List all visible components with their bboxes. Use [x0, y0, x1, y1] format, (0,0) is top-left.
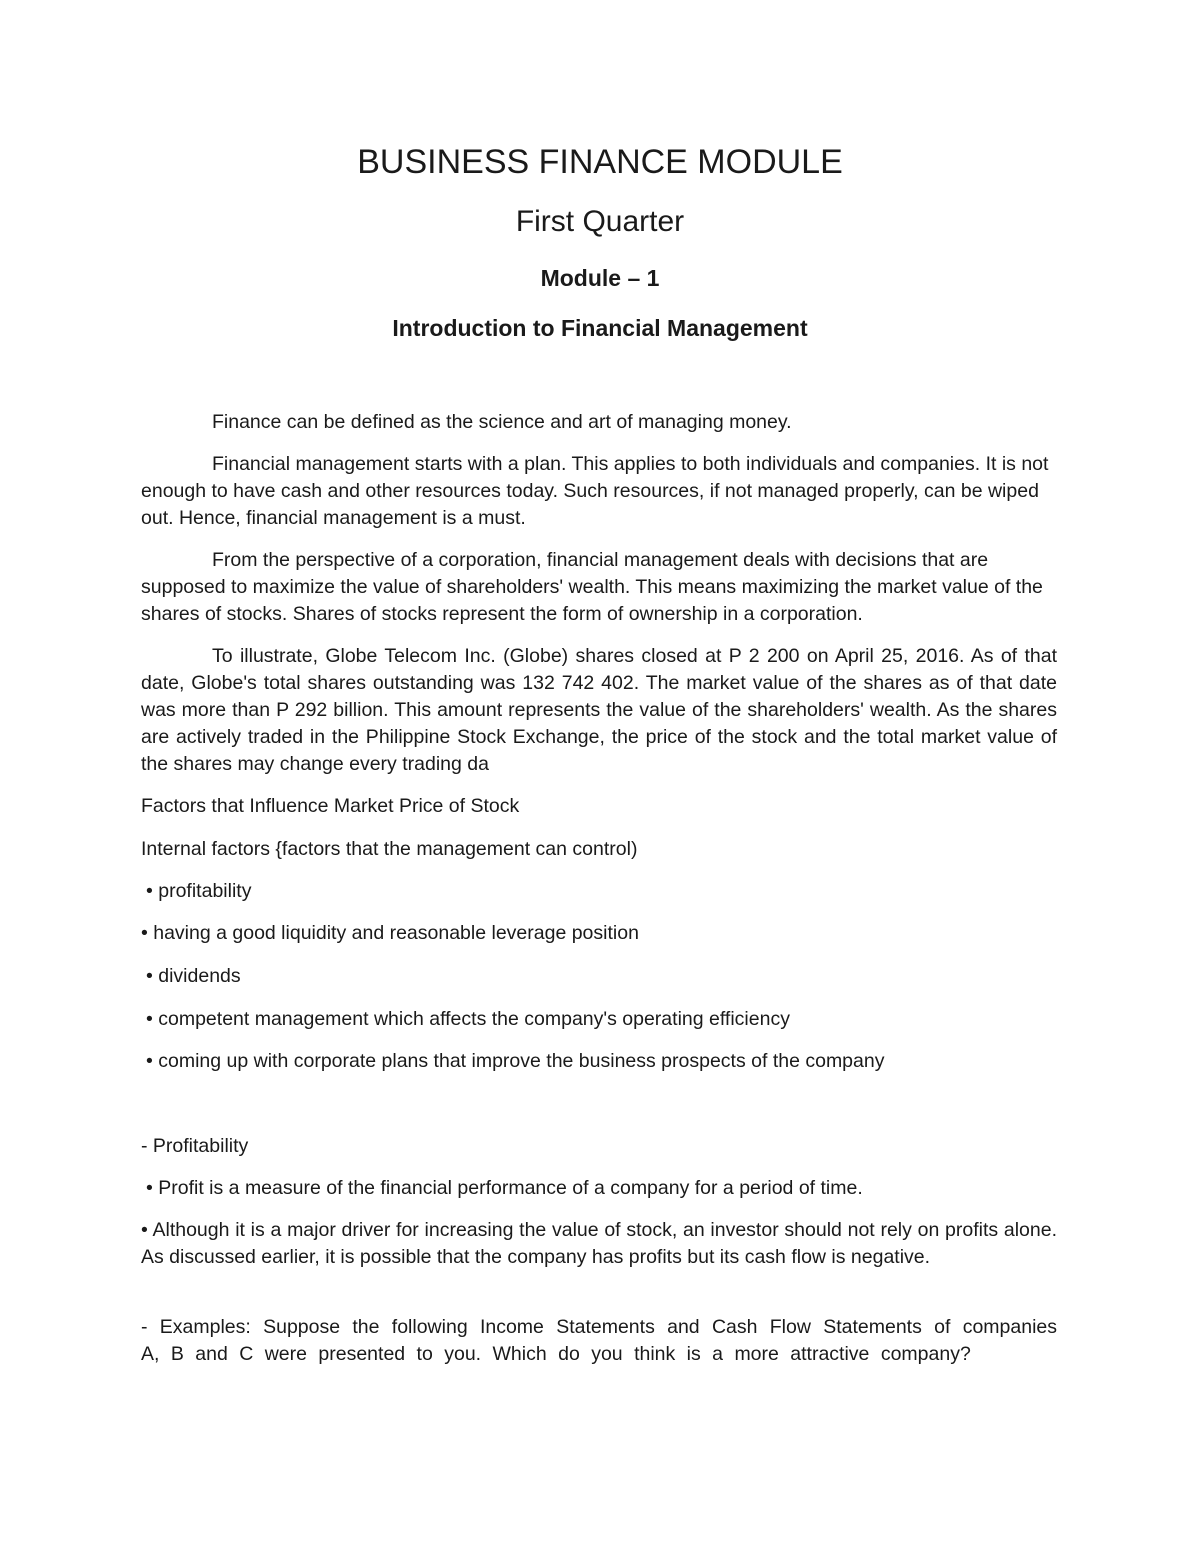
list-item: • dividends	[146, 965, 241, 987]
examples-paragraph: - Examples: Suppose the following Income Statements and Cash Flow Statements of companies A, B and C were presented to you. Which do you think is a more attractive company?	[141, 1316, 1057, 1365]
paragraph-definition: Finance can be defined as the science and art of managing money.	[212, 411, 792, 433]
profitability-bullet: • Profit is a measure of the financial performance of a company for a period of time.	[146, 1177, 863, 1199]
paragraph-illustrate: To illustrate, Globe Telecom Inc. (Globe) shares closed at P 2 200 on April 25, 2016. As of that date, Globe's total shares outstanding was 132 742 402. The market value of the shares as of that date was more than P 292 billion. This amount represents the value of the shareholders' wealth. As the shares are actively traded in the Philippine Stock Exchange, the price of the stock and the total market value of the shares may change every trading da	[141, 645, 1057, 775]
internal-factors-title: Internal factors {factors that the management can control)	[141, 838, 638, 860]
list-item: • coming up with corporate plans that improve the business prospects of the company	[146, 1050, 885, 1072]
list-item: • profitability	[146, 880, 252, 902]
paragraph-corporation: From the perspective of a corporation, financial management deals with decisions that are supposed to maximize the value of shareholders' wealth. This means maximizing the market value of the shares of stocks. Shares of stocks represent the form of ownership in a corporation.	[141, 549, 1043, 625]
profitability-bullet: • Although it is a major driver for increasing the value of stock, an investor should not rely on profits alone. As discussed earlier, it is possible that the company has profits but its cash flow is negative.	[141, 1219, 1057, 1268]
list-item: • having a good liquidity and reasonable leverage position	[141, 922, 639, 944]
document-quarter: First Quarter	[515, 205, 685, 238]
document-title: BUSINESS FINANCE MODULE	[357, 143, 843, 181]
list-item: • competent management which affects the company's operating efficiency	[146, 1008, 790, 1030]
paragraph-plan: Financial management starts with a plan. This applies to both individuals and companies. It is not enough to have cash and other resources today. Such resources, if not managed properly, can be wiped out. Hence, financial management is a must.	[141, 453, 1049, 529]
factors-title: Factors that Influence Market Price of Stock	[141, 795, 520, 817]
module-heading: Introduction to Financial Management	[392, 315, 808, 341]
profitability-title: - Profitability	[141, 1135, 249, 1157]
module-number: Module – 1	[540, 265, 660, 291]
